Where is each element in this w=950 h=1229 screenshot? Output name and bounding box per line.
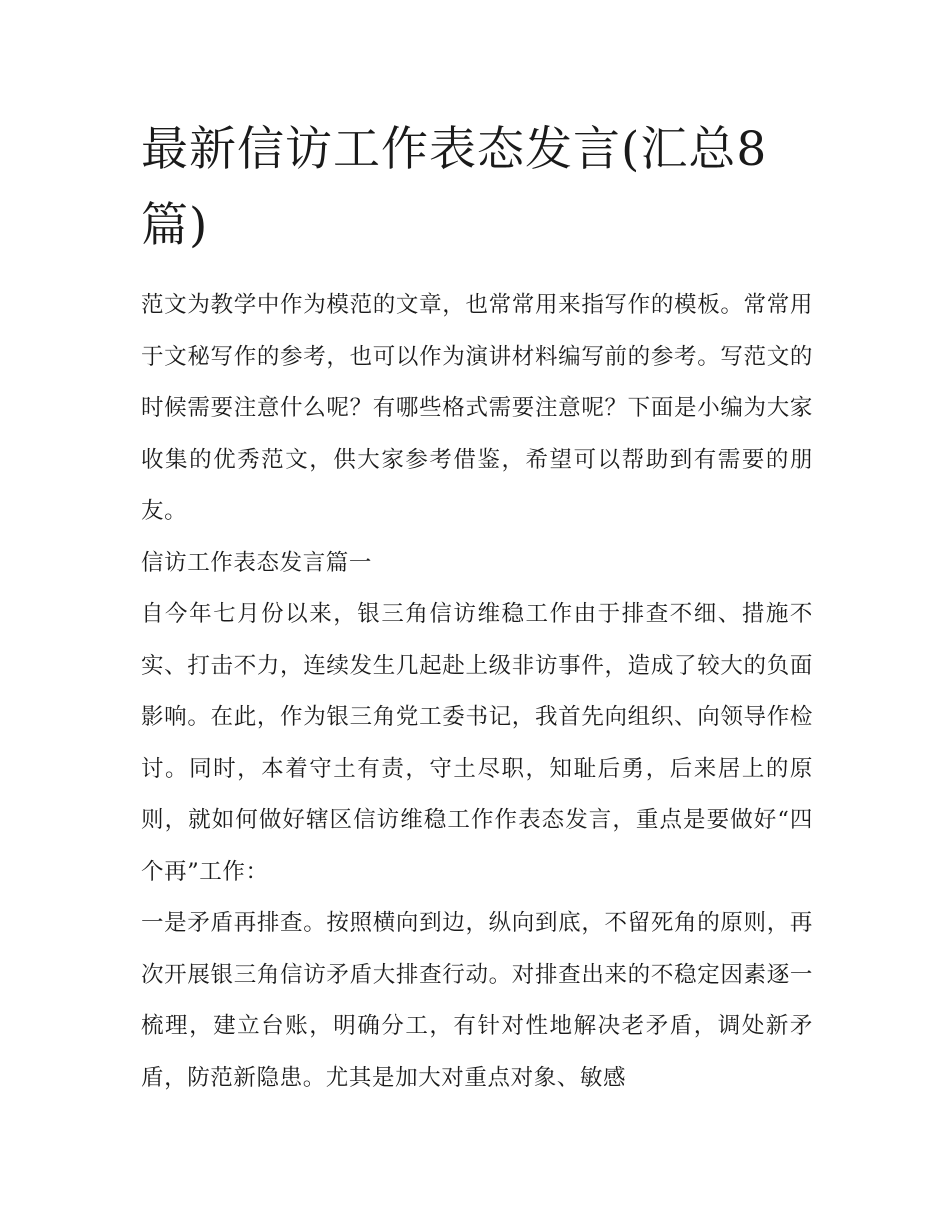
document-page: [141, 112, 813, 1104]
intro-paragraph: 范文为教学中作为模范的文章，也常常用来指写作的模板。常常用于文秘写作的参考，也可以作为演讲材料编写前的参考。写范文的时候需要注意什么呢？有哪些格式需要注意呢？下面是小编为大家收集的优秀范文，供大家参考借鉴，希望可以帮助到有需要的朋友。: [141, 292, 813, 524]
document-title: 最新信访工作表态发言(汇总8篇): [141, 122, 768, 253]
body-paragraph: 一是矛盾再排查。按照横向到边，纵向到底，不留死角的原则，再次开展银三角信访矛盾大排查行动。对排查出来的不稳定因素逐一梳理，建立台账，明确分工，有针对性地解决老矛盾，调处新矛盾，防范新隐患。尤其是加大对重点对象、敏感: [141, 910, 813, 1091]
section-heading: 信访工作表态发言篇一: [141, 549, 373, 576]
body-paragraph: 自今年七月份以来，银三角信访维稳工作由于排查不细、措施不实、打击不力，连续发生几起赴上级非访事件，造成了较大的负面影响。在此，作为银三角党工委书记，我首先向组织、向领导作检讨。同时，本着守土有责，守土尽职，知耻后勇，后来居上的原则，就如何做好辖区信访维稳工作作表态发言，重点是要做好“四个再”工作：: [141, 601, 813, 885]
